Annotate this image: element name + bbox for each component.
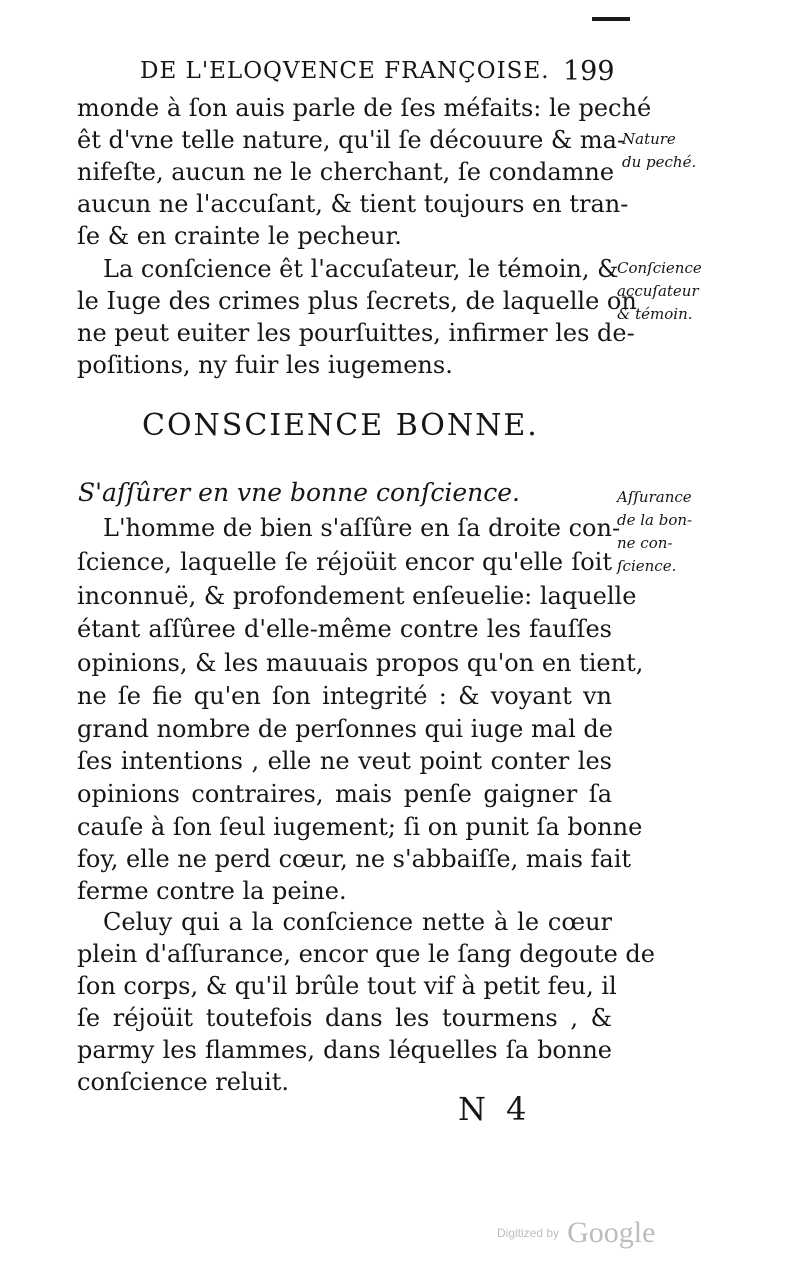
paragraph-4-line-2: plein d'aſſurance, encor que le ſang degoute de: [77, 940, 655, 968]
paragraph-4-line-4: ſe réjoüit toutefois dans les tourmens , &: [77, 1004, 612, 1032]
digitized-watermark: [497, 1216, 655, 1250]
margin-note-line: Conſcience: [617, 259, 702, 277]
paragraph-3-line-3: inconnuë, & profondement enſeuelie: laquelle: [77, 582, 637, 610]
paragraph-3-line-4: étant aſſûree d'elle-même contre les fauſſes: [77, 615, 612, 643]
paragraph-3-line-9: opinions contraires, mais penſe gaigner ſa: [77, 780, 612, 808]
paragraph-3-line-10: cauſe à ſon ſeul iugement; ſi on punit ſa bonne: [77, 813, 643, 841]
running-head: DE L'ELOQVENCE FRANÇOISE.: [140, 58, 550, 84]
margin-note-conscience: [617, 257, 702, 326]
paragraph-3-line-1: L'homme de bien s'aſſûre en ſa droite con-: [103, 514, 621, 542]
paragraph-3-line-7: grand nombre de perſonnes qui iuge mal de: [77, 715, 613, 743]
paragraph-2-line-2: le Iuge des crimes plus ſecrets, de laquelle on: [77, 287, 637, 315]
paragraph-3-line-8: ſes intentions , elle ne veut point conter les: [77, 747, 612, 775]
margin-note-line: & témoin.: [617, 305, 693, 323]
paragraph-1-line-4: aucun ne l'accuſant, & tient toujours en tran-: [77, 190, 629, 218]
paragraph-3-line-6: ne ſe fie qu'en ſon integrité : & voyant vn: [77, 682, 612, 710]
paragraph-1-line-1: monde à ſon auis parle de ſes méfaits: le peché: [77, 94, 652, 122]
paragraph-1-line-5: ſe & en crainte le pecheur.: [77, 222, 402, 250]
paragraph-4-line-3: ſon corps, & qu'il brûle tout vif à petit feu, il: [77, 972, 617, 1000]
margin-note-line: Aſſurance: [617, 488, 692, 506]
digitized-prefix: Digitized by: [497, 1226, 560, 1240]
paragraph-3-line-11: foy, elle ne perd cœur, ne s'abbaiſſe, mais fait: [77, 845, 632, 873]
section-heading: CONSCIENCE BONNE.: [142, 408, 539, 443]
margin-note-line: du peché.: [622, 153, 697, 171]
paragraph-2-line-4: poſitions, ny fuir les iugemens.: [77, 351, 453, 379]
margin-note-line: de la bon-: [617, 511, 693, 529]
margin-note-nature: [622, 128, 696, 174]
margin-note-assurance: [617, 486, 692, 578]
paragraph-4-line-6: conſcience reluit.: [77, 1068, 290, 1096]
signature-mark: N 4: [458, 1090, 532, 1128]
margin-note-line: ſcience.: [617, 557, 677, 575]
paragraph-3-line-5: opinions, & les mauuais propos qu'on en tient,: [77, 649, 644, 677]
margin-note-line: accuſateur: [617, 282, 699, 300]
margin-note-line: Nature: [622, 130, 676, 148]
paragraph-4-line-1: Celuy qui a la conſcience nette à le cœur: [103, 908, 612, 936]
page-number: 199: [563, 56, 615, 87]
paragraph-4-line-5: parmy les flammes, dans léquelles ſa bonne: [77, 1036, 612, 1064]
paragraph-1-line-3: nifeſte, aucun ne le cherchant, ſe condamne: [77, 158, 615, 186]
paragraph-2-line-1: La conſcience êt l'accuſateur, le témoin, &: [103, 255, 619, 283]
paragraph-1-line-2: êt d'vne telle nature, qu'il ſe découure & ma-: [77, 126, 626, 154]
paragraph-2-line-3: ne peut euiter les pourſuittes, infirmer les de-: [77, 319, 635, 347]
google-logo: Google: [567, 1216, 656, 1249]
paragraph-3-line-2: ſcience, laquelle ſe réjoüit encor qu'elle ſoit: [77, 548, 612, 576]
subheading: S'aſſûrer en vne bonne conſcience.: [78, 478, 521, 507]
top-rule: [592, 17, 630, 21]
margin-note-line: ne con-: [617, 534, 673, 552]
paragraph-3-line-12: ferme contre la peine.: [77, 877, 347, 905]
